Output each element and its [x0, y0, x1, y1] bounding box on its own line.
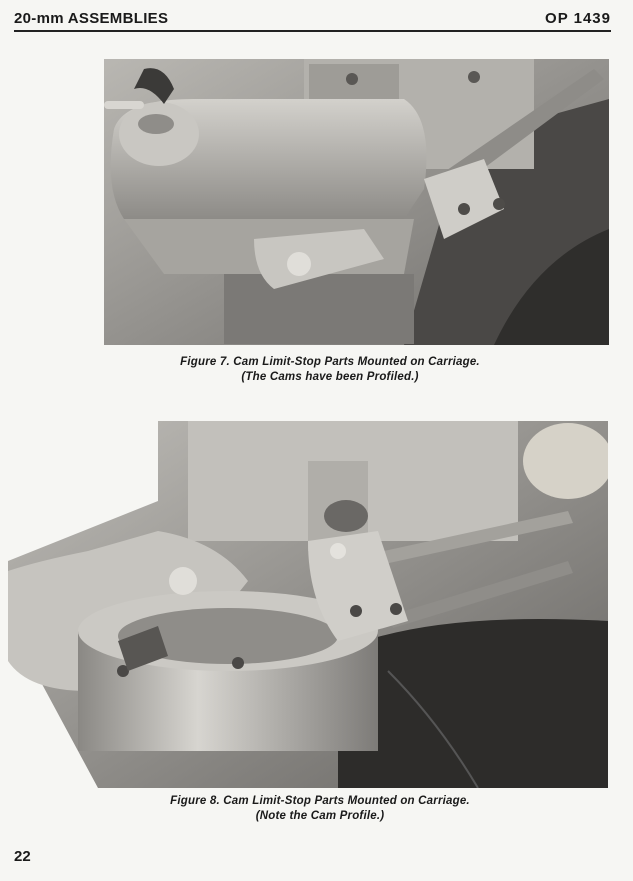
figure-7-caption-line1: Figure 7. Cam Limit-Stop Parts Mounted on Carriage.	[180, 356, 480, 368]
figure-8-caption-line2: (Note the Cam Profile.)	[255, 810, 385, 822]
figure-7-caption-line2: (The Cams have been Profiled.)	[241, 371, 419, 383]
section-title: 20-mm ASSEMBLIES	[14, 10, 169, 27]
figure-8-photo	[8, 421, 608, 788]
figure-8-caption-line1: Figure 8. Cam Limit-Stop Parts Mounted on Carriage.	[170, 795, 470, 807]
running-header	[14, 8, 613, 30]
header-divider	[14, 30, 611, 32]
page-number: 22	[14, 848, 31, 865]
figure-7-photo	[104, 59, 609, 345]
figure-8-caption	[100, 794, 540, 824]
figure-7-caption	[120, 355, 540, 385]
document-number: OP 1439	[545, 10, 611, 27]
